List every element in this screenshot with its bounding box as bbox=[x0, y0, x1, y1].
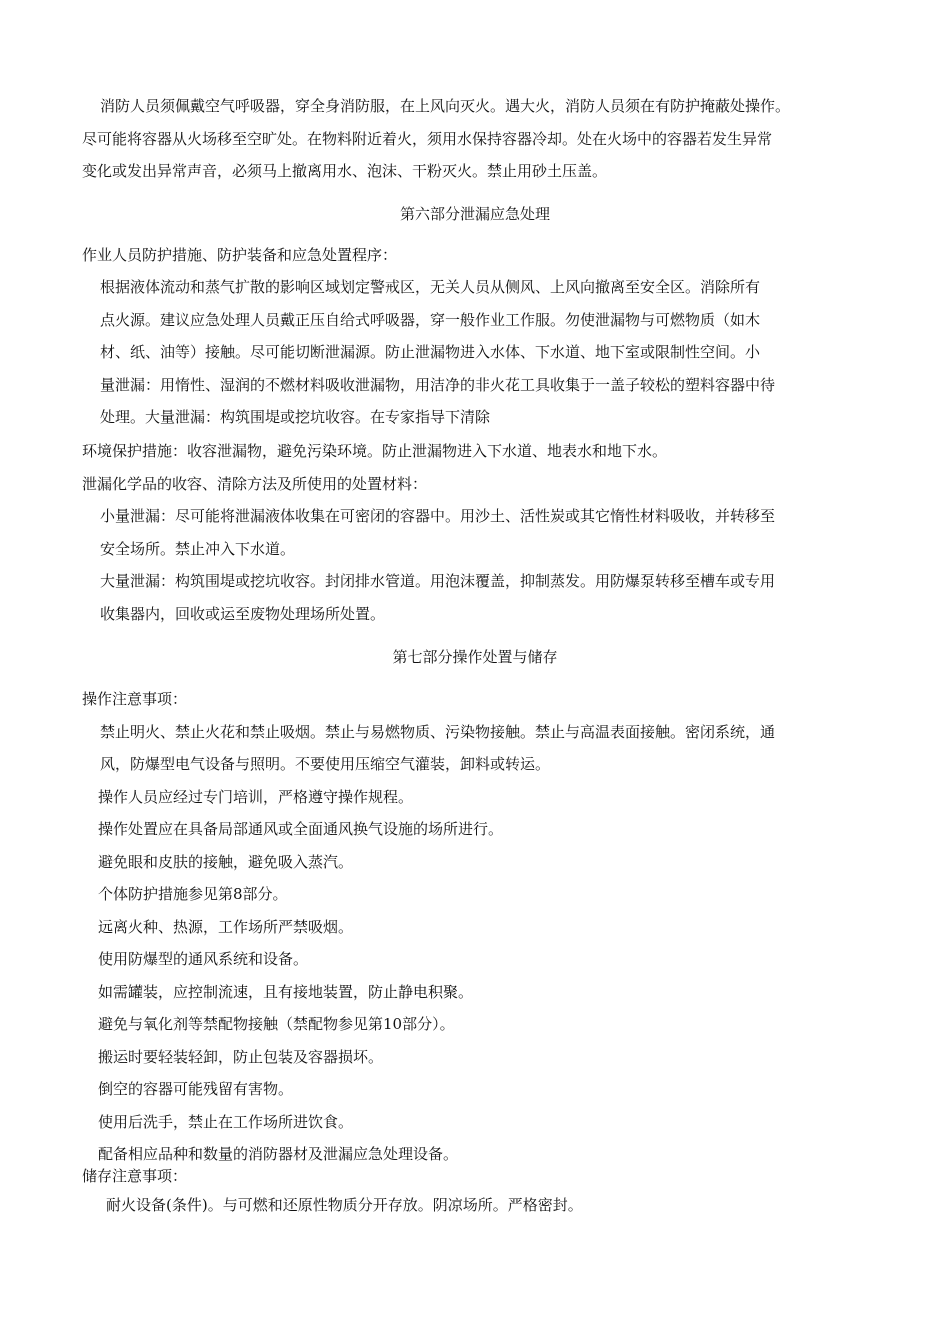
handling-line-5: 避免眼和皮肤的接触，避免吸入蒸汽。 bbox=[98, 853, 354, 871]
large-spill-line-2: 收集器内，回收或运至废物处理场所处置。 bbox=[100, 605, 386, 623]
fire-paragraph-line-3: 变化或发出异常声音，必须马上撤离用水、泡沫、干粉灭火。禁止用砂土压盖。 bbox=[82, 162, 608, 180]
handling-line-11: 搬运时要轻装轻卸，防止包装及容器损坏。 bbox=[98, 1048, 384, 1066]
storage-line: 耐火设备(条件)。与可燃和还原性物质分开存放。阴凉场所。严格密封。 bbox=[106, 1196, 583, 1214]
handling-line-6: 个体防护措施参见第8部分。 bbox=[98, 885, 288, 903]
handling-line-9: 如需罐装，应控制流速，且有接地装置，防止静电积聚。 bbox=[98, 983, 474, 1001]
personnel-line-1: 根据液体流动和蒸气扩散的影响区域划定警戒区，无关人员从侧风、上风向撤离至安全区。消除所有 bbox=[100, 278, 761, 296]
handling-line-4: 操作处置应在具备局部通风或全面通风换气设施的场所进行。 bbox=[98, 820, 504, 838]
handling-line-13: 使用后洗手，禁止在工作场所进饮食。 bbox=[98, 1113, 354, 1131]
personnel-line-2: 点火源。建议应急处理人员戴正压自给式呼吸器，穿一般作业工作服。勿使泄漏物与可燃物质（如木 bbox=[100, 311, 761, 329]
personnel-line-4: 量泄漏：用惰性、湿润的不燃材料吸收泄漏物，用洁净的非火花工具收集于一盖子较松的塑料容器中待 bbox=[100, 376, 776, 394]
small-spill-line-1: 小量泄漏：尽可能将泄漏液体收集在可密闭的容器中。用沙土、活性炭或其它惰性材料吸收，并转移至 bbox=[100, 507, 776, 525]
handling-line-1: 禁止明火、禁止火花和禁止吸烟。禁止与易燃物质、污染物接触。禁止与高温表面接触。密闭系统，通 bbox=[100, 723, 776, 741]
storage-notes-label: 储存注意事项： bbox=[82, 1167, 188, 1185]
handling-line-12: 倒空的容器可能残留有害物。 bbox=[98, 1080, 294, 1098]
personnel-line-3: 材、纸、油等）接触。尽可能切断泄漏源。防止泄漏物进入水体、下水道、地下室或限制性空间。小 bbox=[100, 343, 761, 361]
handling-line-3: 操作人员应经过专门培训，严格遵守操作规程。 bbox=[98, 788, 414, 806]
environment-protection-line: 环境保护措施：收容泄漏物，避免污染环境。防止泄漏物进入下水道、地表水和地下水。 bbox=[82, 442, 668, 460]
section-7-title: 第七部分操作处置与储存 bbox=[392, 648, 558, 666]
section-6-title: 第六部分泄漏应急处理 bbox=[399, 205, 550, 223]
fire-paragraph-line-2: 尽可能将容器从火场移至空旷处。在物料附近着火，须用水保持容器冷却。处在火场中的容器若发生异常 bbox=[82, 130, 773, 148]
small-spill-line-2: 安全场所。禁止冲入下水道。 bbox=[100, 540, 296, 558]
fire-paragraph-line-1: 消防人员须佩戴空气呼吸器，穿全身消防服，在上风向灭火。遇大火，消防人员须在有防护掩蔽处操作。 bbox=[100, 97, 791, 115]
handling-notes-label: 操作注意事项： bbox=[82, 690, 188, 708]
personnel-line-5: 处理。大量泄漏：构筑围堤或挖坑收容。在专家指导下清除 bbox=[100, 408, 491, 426]
personnel-protection-label: 作业人员防护措施、防护装备和应急处置程序： bbox=[82, 246, 398, 264]
cleanup-methods-label: 泄漏化学品的收容、清除方法及所使用的处置材料： bbox=[82, 475, 428, 493]
handling-line-10: 避免与氧化剂等禁配物接触（禁配物参见第10部分）。 bbox=[98, 1015, 455, 1033]
handling-line-7: 远离火种、热源，工作场所严禁吸烟。 bbox=[98, 918, 354, 936]
handling-line-2: 风，防爆型电气设备与照明。不要使用压缩空气灌装，卸料或转运。 bbox=[100, 755, 551, 773]
handling-line-14: 配备相应品种和数量的消防器材及泄漏应急处理设备。 bbox=[98, 1145, 459, 1163]
handling-line-8: 使用防爆型的通风系统和设备。 bbox=[98, 950, 309, 968]
large-spill-line-1: 大量泄漏：构筑围堤或挖坑收容。封闭排水管道。用泡沫覆盖，抑制蒸发。用防爆泵转移至槽车或专用 bbox=[100, 572, 776, 590]
